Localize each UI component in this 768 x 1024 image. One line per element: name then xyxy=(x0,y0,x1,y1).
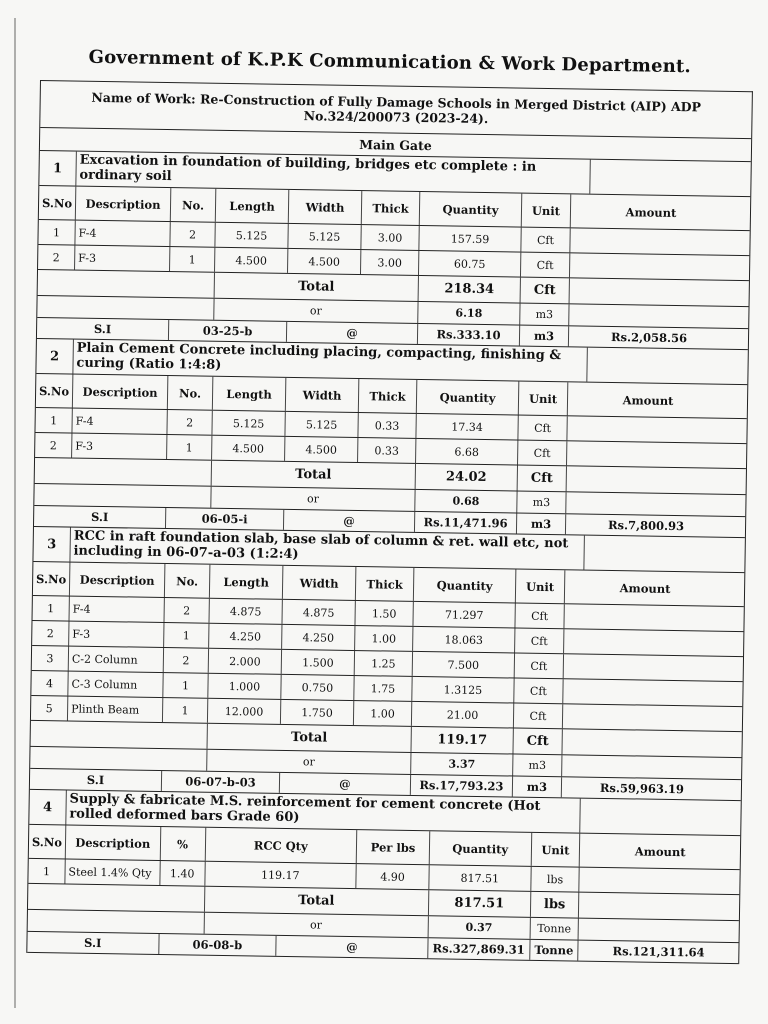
cell-amount xyxy=(580,868,740,895)
cell-no: 1 xyxy=(170,247,215,272)
estimate-table xyxy=(26,80,753,964)
col-quantity: Quantity xyxy=(420,192,523,227)
section-title: Excavation in foundation of building, bridges etc complete : in ordinary soil xyxy=(76,152,591,194)
col-amount: Amount xyxy=(625,204,677,220)
cell-amount xyxy=(567,441,727,468)
blank-cell xyxy=(37,296,214,320)
cell-unit: Cft xyxy=(521,228,570,253)
cell-amount xyxy=(570,228,730,255)
total-quantity: 119.17 xyxy=(411,727,513,754)
section-title: Supply & fabricate M.S. reinforcement for cement concrete (Hot rolled deformed bars Grade 60) xyxy=(66,791,581,833)
cell-description: Steel 1.4% Qty xyxy=(65,859,160,884)
cell-width: 0.750 xyxy=(281,675,354,700)
cell-rcc-qty: 119.17 xyxy=(205,862,357,888)
col-sno: S.No xyxy=(39,186,77,220)
or-unit: Tonne xyxy=(530,918,579,940)
page-edge-line xyxy=(14,18,16,1008)
total-quantity: 218.34 xyxy=(419,276,521,303)
section-title: Plain Cement Concrete including placing, compacting, finishing & curing (Ratio 1:4:8) xyxy=(73,340,588,382)
col-rcc-qty: RCC Qty xyxy=(205,828,357,863)
total-label: Total xyxy=(208,724,412,752)
cell-sno: 1 xyxy=(33,596,70,621)
cell-no: 2 xyxy=(165,598,210,623)
col-quantity: Quantity xyxy=(417,380,520,415)
blank-cell xyxy=(588,348,748,385)
cell-no: 2 xyxy=(170,222,215,247)
cell-thick: 1.00 xyxy=(354,701,412,726)
cell-sno: 1 xyxy=(38,220,75,245)
cell-quantity: 6.68 xyxy=(416,439,518,465)
cell-thick: 1.50 xyxy=(355,601,413,626)
rate-unit: m3 xyxy=(513,777,562,798)
blank-cell xyxy=(581,799,741,836)
cell-sno: 2 xyxy=(38,245,75,270)
or-label: or xyxy=(211,487,415,511)
blank-cell xyxy=(35,458,212,486)
cell-quantity: 7.500 xyxy=(413,652,515,678)
cell-length: 4.250 xyxy=(209,624,282,649)
cell-unit: Cft xyxy=(515,629,564,654)
blank-cell xyxy=(579,919,739,943)
total-label: Total xyxy=(204,887,429,916)
cell-quantity: 817.51 xyxy=(429,865,531,891)
cell-width: 5.125 xyxy=(288,224,361,249)
si-label: S.I xyxy=(37,318,169,340)
cell-no: 1 xyxy=(163,673,208,698)
cell-sno: 3 xyxy=(32,646,69,671)
or-quantity: 0.68 xyxy=(415,490,517,513)
cell-length: 4.500 xyxy=(212,436,285,461)
cell-amount xyxy=(563,679,723,706)
cell-quantity: 18.063 xyxy=(413,627,515,653)
cell-unit: Cft xyxy=(515,604,564,629)
blank-cell xyxy=(562,729,722,757)
cell-sno: 4 xyxy=(31,671,68,696)
cell-length: 4.500 xyxy=(215,248,288,273)
col-unit: Unit xyxy=(519,382,569,416)
cell-width: 4.250 xyxy=(282,625,355,650)
section-number: 2 xyxy=(36,339,73,374)
col-unit: Unit xyxy=(531,833,580,867)
at-label: @ xyxy=(280,773,411,795)
col-unit: Unit xyxy=(516,570,566,604)
cell-sno: 1 xyxy=(35,408,72,433)
cell-no: 2 xyxy=(167,410,212,435)
blank-cell xyxy=(566,492,726,516)
cell-quantity: 71.297 xyxy=(413,602,515,628)
col-quantity: Quantity xyxy=(430,831,532,866)
rate-unit: m3 xyxy=(520,326,569,347)
total-unit: Cft xyxy=(518,466,567,492)
col-length: Length xyxy=(210,565,284,599)
cell-amount xyxy=(570,253,730,280)
col-amount: Amount xyxy=(634,843,686,859)
cell-unit: lbs xyxy=(531,867,580,892)
cell-no: 1 xyxy=(163,698,208,723)
blank-cell xyxy=(38,270,215,298)
col-length: Length xyxy=(213,377,287,411)
col-width: Width xyxy=(286,378,360,412)
cell-description: C-2 Column xyxy=(69,647,164,672)
cell-quantity: 60.75 xyxy=(419,251,521,277)
col-sno: S.No xyxy=(33,562,71,596)
blank-cell xyxy=(562,755,722,779)
si-code: 03-25-b xyxy=(169,320,287,342)
cell-length: 1.000 xyxy=(208,674,281,699)
cell-sno: 2 xyxy=(32,621,69,646)
rate-value: Rs.327,869.31 xyxy=(428,938,530,960)
document-title: Government of K.P.K Communication & Work Department. xyxy=(88,46,692,78)
rate-unit: Tonne xyxy=(530,940,579,961)
total-unit: lbs xyxy=(530,892,579,918)
amount-value: Rs.121,311.64 xyxy=(612,944,705,960)
blank-cell xyxy=(579,893,739,921)
col-sno: S.No xyxy=(36,374,74,408)
cell-description: F-4 xyxy=(72,409,167,434)
cell-description: F-3 xyxy=(69,622,164,647)
cell-amount xyxy=(564,604,724,631)
col-width: Width xyxy=(283,566,357,600)
blank-cell xyxy=(567,466,727,494)
name-of-work: Name of Work: Re-Construction of Fully Damage Schools in Merged District (AIP) ADP No.324/200073 (2023-24). xyxy=(91,89,702,127)
cell-amount xyxy=(567,416,727,443)
section-title: RCC in raft foundation slab, base slab of column & ret. wall etc, not including in 06-07-a-03 (1:2:4) xyxy=(70,528,585,570)
cell-quantity: 17.34 xyxy=(416,414,518,440)
cell-length: 12.000 xyxy=(208,699,281,724)
cell-length: 2.000 xyxy=(209,649,282,674)
cell-unit: Cft xyxy=(515,654,564,679)
col-no: No. xyxy=(171,188,217,222)
cell-sno: 5 xyxy=(31,696,68,721)
cell-width: 4.875 xyxy=(282,600,355,625)
blank-cell xyxy=(591,160,751,197)
cell-length: 5.125 xyxy=(215,223,288,248)
col-amount: Amount xyxy=(622,392,674,408)
si-code: 06-08-b xyxy=(159,934,277,956)
cell-width: 5.125 xyxy=(285,412,358,437)
col-per-lbs: Per lbs xyxy=(357,830,430,864)
cell-thick: 3.00 xyxy=(361,225,419,250)
cell-quantity: 157.59 xyxy=(419,226,521,252)
col-no: No. xyxy=(165,564,211,598)
or-label: or xyxy=(204,913,429,938)
amount-value: Rs.7,800.93 xyxy=(607,517,685,534)
total-quantity: 817.51 xyxy=(429,890,531,917)
at-label: @ xyxy=(277,936,429,958)
total-label: Total xyxy=(212,461,416,489)
col-sno: S.No xyxy=(29,825,66,859)
cell-thick: 3.00 xyxy=(361,250,419,275)
cell-length: 4.875 xyxy=(209,599,282,624)
blank-cell xyxy=(569,304,729,328)
cell-no: 2 xyxy=(164,648,209,673)
rate-value: Rs.333.10 xyxy=(418,324,520,346)
cell-no: 1 xyxy=(167,435,212,460)
si-label: S.I xyxy=(27,932,159,954)
cell-amount xyxy=(564,654,724,681)
total-quantity: 24.02 xyxy=(416,464,518,491)
cell-thick: 1.00 xyxy=(355,626,413,651)
or-unit: m3 xyxy=(520,304,569,326)
blank-cell xyxy=(570,278,730,306)
cell-amount xyxy=(563,704,723,731)
blank-cell xyxy=(30,747,207,771)
cell-unit: Cft xyxy=(521,253,570,278)
cell-width: 1.500 xyxy=(282,650,355,675)
location-label: Main Gate xyxy=(359,136,432,153)
col-no: No. xyxy=(168,376,214,410)
cell-amount xyxy=(564,629,724,656)
cell-description: C-3 Column xyxy=(68,672,163,697)
at-label: @ xyxy=(287,322,418,344)
cell-description: F-4 xyxy=(75,221,170,246)
col-length: Length xyxy=(216,189,290,223)
cell-width: 4.500 xyxy=(288,249,361,274)
estimate-sheet xyxy=(26,80,753,964)
total-unit: Cft xyxy=(513,729,562,755)
or-unit: m3 xyxy=(517,492,566,514)
cell-unit: Cft xyxy=(514,704,563,729)
cell-thick: 1.25 xyxy=(355,651,413,676)
cell-description: F-3 xyxy=(75,246,170,271)
col-description: Description xyxy=(73,375,169,409)
col-quantity: Quantity xyxy=(414,568,517,603)
section-number: 1 xyxy=(39,151,76,186)
si-code: 06-05-i xyxy=(166,508,284,530)
cell-unit: Cft xyxy=(518,416,567,441)
col-width: Width xyxy=(289,190,363,224)
or-label: or xyxy=(207,750,411,774)
col-thick: Thick xyxy=(356,567,415,601)
amount-value: Rs.59,963.19 xyxy=(599,780,685,797)
rate-unit: m3 xyxy=(517,514,566,535)
cell-thick: 1.75 xyxy=(354,676,412,701)
cell-sno: 1 xyxy=(28,859,65,884)
cell-width: 1.750 xyxy=(281,700,354,725)
col-description: Description xyxy=(70,563,166,597)
cell-unit: Cft xyxy=(514,679,563,704)
cell-width: 4.500 xyxy=(285,437,358,462)
total-label: Total xyxy=(215,273,419,301)
blank-cell xyxy=(28,884,205,912)
sections-container xyxy=(30,151,751,801)
amount-value: Rs.2,058.56 xyxy=(610,330,688,346)
rate-value: Rs.11,471.96 xyxy=(415,512,517,534)
section-number: 4 xyxy=(29,790,66,825)
col-description: Description xyxy=(66,826,161,860)
or-quantity: 3.37 xyxy=(411,753,513,776)
col-thick: Thick xyxy=(359,379,418,413)
cell-sno: 2 xyxy=(35,433,72,458)
or-quantity: 6.18 xyxy=(418,302,520,325)
cell-thick: 0.33 xyxy=(358,413,416,438)
or-quantity: 0.37 xyxy=(428,916,530,939)
at-label: @ xyxy=(284,510,415,532)
col-description: Description xyxy=(76,187,172,221)
blank-cell xyxy=(34,484,211,508)
blank-cell xyxy=(585,536,745,573)
blank-cell xyxy=(28,910,205,934)
si-label: S.I xyxy=(34,506,166,528)
cell-percent: 1.40 xyxy=(160,861,205,886)
col-percent: % xyxy=(160,827,205,861)
cell-unit: Cft xyxy=(518,441,567,466)
col-unit: Unit xyxy=(522,194,572,228)
cell-length: 5.125 xyxy=(212,411,285,436)
col-amount: Amount xyxy=(619,580,671,596)
cell-description: F-3 xyxy=(72,434,167,459)
si-code: 06-07-b-03 xyxy=(162,771,280,793)
section-number: 3 xyxy=(33,527,70,562)
cell-no: 1 xyxy=(164,623,209,648)
si-label: S.I xyxy=(30,769,162,791)
cell-per-lbs: 4.90 xyxy=(356,864,429,889)
col-thick: Thick xyxy=(362,191,421,225)
cell-description: Plinth Beam xyxy=(68,697,163,722)
cell-description: F-4 xyxy=(70,597,165,622)
or-label: or xyxy=(214,299,418,323)
rate-value: Rs.17,793.23 xyxy=(411,775,513,797)
blank-cell xyxy=(31,721,208,749)
cell-thick: 0.33 xyxy=(358,438,416,463)
cell-quantity: 21.00 xyxy=(412,702,514,728)
cell-quantity: 1.3125 xyxy=(412,677,514,703)
total-unit: Cft xyxy=(521,278,570,304)
or-unit: m3 xyxy=(513,755,562,777)
